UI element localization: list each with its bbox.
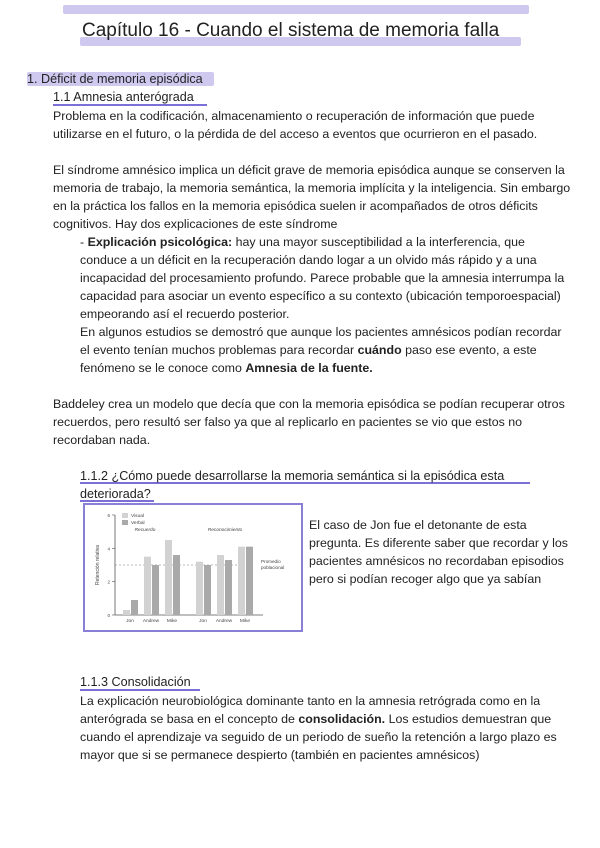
- estudios-bold-fuente: Amnesia de la fuente.: [245, 361, 373, 375]
- chart-reference-label: poblacional: [261, 565, 285, 570]
- chart-legend-label: Verbal: [131, 521, 145, 526]
- section1-heading: 1. Déficit de memoria episódica: [27, 72, 203, 86]
- chart-x-tick-label: Andrew: [142, 619, 160, 624]
- chart-group-label-reconocimiento: Reconocimiento: [207, 528, 243, 533]
- chart-figure: [83, 503, 303, 632]
- consolidacion-bold: consolidación.: [298, 712, 386, 726]
- chart-bar-verbal-5: [246, 547, 253, 615]
- para-consolidacion: [80, 692, 572, 764]
- chart-legend-swatch: [122, 513, 128, 518]
- chart-bar-verbal-2: [173, 555, 180, 615]
- chart-x-tick-label: Mike: [239, 619, 251, 624]
- chart-x-tick-label: Jon: [126, 619, 134, 624]
- estudios-bold-cuando: cuándo: [357, 343, 402, 357]
- chart-x-tick-label: Andrew: [215, 619, 233, 624]
- chart-bar-verbal-3: [204, 565, 211, 615]
- bullet-text: hay una mayor susceptibilidad a la interferencia, que conduce a un déficit en la recuperación dando logar a un olvido más rápido y a una incapacidad del procesamiento profundo. Parece probable que la amnesia interrumpa la capacidad para asociar un evento específico a su contexto (ubicación temporoespacial) empeorando así el recuerdo posterior.: [80, 235, 565, 321]
- chart-bar-visual-5: [238, 547, 245, 615]
- estudios-text-1: En algunos estudios se demostró que aunque los pacientes amnésicos podían recordar el evento tenían muchos problemas para recordar: [80, 325, 562, 357]
- title-highlight-top: [63, 5, 529, 14]
- chart-side-text: El caso de Jon fue el detonante de esta pregunta. Es diferente saber que recordar y los pacientes amnésicos no recordaban episodios pero si podían recoger algo que ya sabían: [309, 518, 568, 586]
- chart-legend-swatch: [122, 520, 128, 525]
- para-baddeley: Baddeley crea un modelo que decía que con la memoria episódica se podían recuperar otros recuerdos, pero resultó ser falso ya que al replicarlo en pacientes se vio que estos no recordaban nada.: [53, 397, 565, 447]
- chart-reference-label: Promedio: [261, 559, 281, 564]
- chart-bar-visual-1: [144, 557, 151, 615]
- chart-x-tick-label: Mike: [166, 619, 178, 624]
- chart-bar-verbal-4: [225, 560, 232, 615]
- chart-bar-verbal-0: [131, 600, 138, 615]
- bullet-bold: Explicación psicológica:: [87, 235, 233, 249]
- chart-svg: [85, 505, 301, 630]
- consolidacion-text-1: La explicación neurobiológica dominante tanto en la amnesia retrógrada como en la anterógrada se basa en el concepto de: [80, 694, 541, 726]
- chart-y-tick-label: 6: [107, 513, 110, 518]
- sub112-heading: 1.1.2 ¿Cómo puede desarrollarse la memoria semántica si la episódica esta deteriorada?: [80, 469, 505, 501]
- page-title: Capítulo 16 - Cuando el sistema de memoria falla: [82, 20, 500, 41]
- consolidacion-text-2: Los estudios demuestran que cuando el aprendizaje va seguido de un periodo de sueño la retención a largo plazo es mayor que si se permanece despierto (también en pacientes amnésicos): [80, 712, 557, 762]
- chart-y-tick-label: 4: [107, 546, 110, 552]
- chart-x-tick-label: Jon: [199, 619, 207, 624]
- para-problema: Problema en la codificación, almacenamiento o recuperación de información que puede utilizarse en el futuro, o la pérdida de del acceso a eventos que ocurrieron en el pasado.: [53, 109, 538, 141]
- bullet-prefix: -: [80, 235, 88, 249]
- chart-bar-visual-3: [196, 562, 203, 615]
- sub113-heading: 1.1.3 Consolidación: [80, 675, 191, 689]
- chart-y-tick-label: 0: [107, 613, 110, 618]
- para-estudios: [80, 323, 572, 377]
- chart-bar-visual-0: [123, 610, 130, 615]
- chart-legend-label: Visual: [131, 514, 144, 519]
- chart-y-tick-label: 2: [107, 579, 110, 585]
- bullet-explicacion-psicologica: [80, 233, 572, 323]
- estudios-text-2: paso ese evento, a este fenómeno se le conoce como: [80, 343, 537, 375]
- chart-bar-verbal-1: [152, 565, 159, 615]
- chart-group-label-recuerdo: Recuerdo: [134, 528, 156, 533]
- sub1-heading: 1.1 Amnesia anterógrada: [53, 90, 194, 104]
- para-sindrome: El síndrome amnésico implica un déficit grave de memoria episódica aunque se conserven la memoria de trabajo, la memoria semántica, la memoria implícita y la inteligencia. Sin embargo en la práctica los fallos en la memoria episódica suelen ir acompañados de otros déficits cognitivos. Hay dos explicaciones de este síndrome: [53, 163, 571, 231]
- chart-y-axis-label: Retención relativa: [95, 544, 101, 586]
- chart-bar-visual-4: [217, 555, 224, 615]
- chart-bar-visual-2: [165, 540, 172, 615]
